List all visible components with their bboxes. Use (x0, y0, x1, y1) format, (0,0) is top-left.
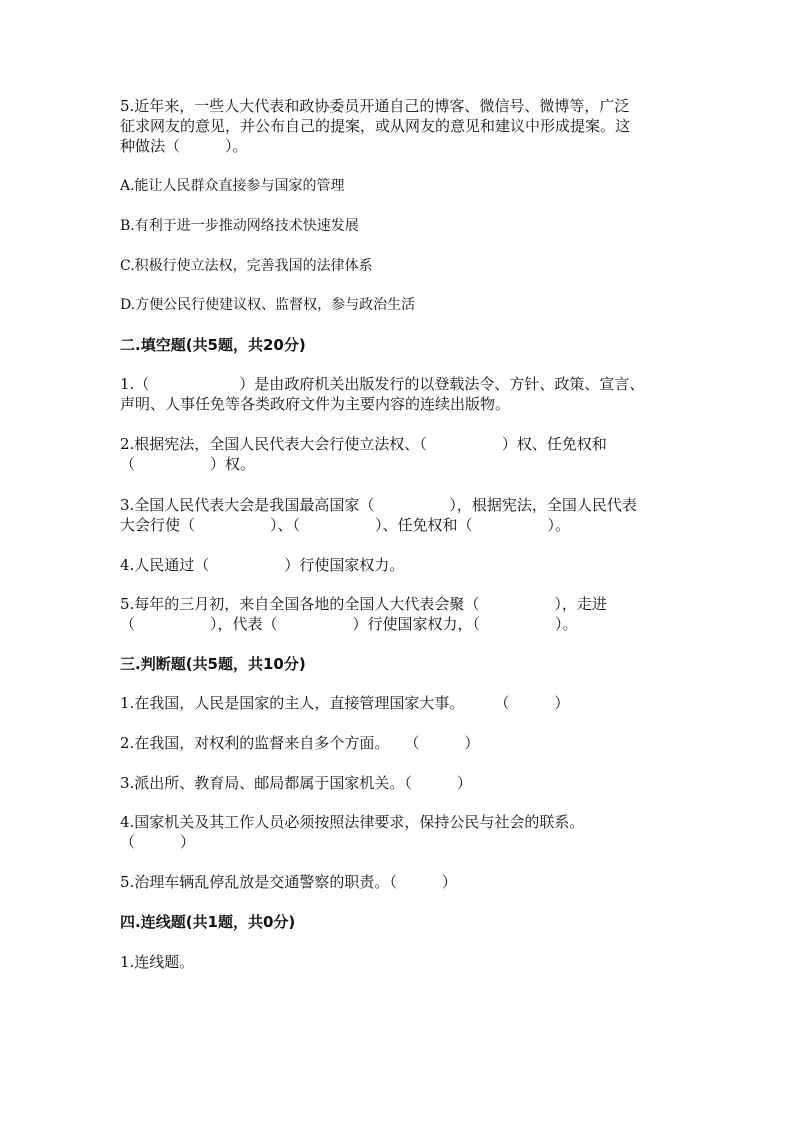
matching-q1: 1.连线题。 (120, 953, 195, 971)
fill-q1-line-2: 声明、人事任免等各类政府文件为主要内容的连续出版物。 (120, 395, 511, 413)
fill-q2-line-1: 2.根据宪法，全国人民代表大会行使立法权、（ ）权、任免权和 (120, 435, 607, 453)
judge-q3: 3.派出所、教育局、邮局都属于国家机关。（ ） (120, 774, 472, 792)
section-3-title: 三.判断题(共5题，共10分) (120, 655, 306, 673)
question-5-multiple-choice (120, 96, 680, 156)
section-4-title: 四.连线题(共1题，共0分) (120, 913, 296, 931)
fill-q5-line-2: （ ），代表（ ）行使国家权力，（ ）。 (120, 615, 578, 633)
judge-q5: 5.治理车辆乱停乱放是交通警察的职责。（ ） (120, 873, 457, 891)
fill-q2-line-2: （ ）权。 (120, 455, 256, 473)
question-5-stem-line-2: 征求网友的意见，并公布自己的提案，或从网友的意见和建议中形成提案。这 (120, 117, 631, 135)
fill-q3-line-2: 大会行使（ ）、（ ）、任免权和（ ）。 (120, 516, 571, 534)
question-5-stem-line-1: 5.近年来，一些人大代表和政协委员开通自己的博客、微信号、微博等，广泛 (120, 97, 630, 115)
option-d: D.方便公民行使建议权、监督权，参与政治生活 (120, 297, 416, 313)
section-2-title: 二.填空题(共5题，共20分) (120, 336, 306, 354)
option-a: A.能让人民群众直接参与国家的管理 (120, 178, 345, 194)
fill-question-4 (120, 555, 680, 575)
judge-q4-line-2: （ ） (120, 833, 196, 851)
option-b: B.有利于进一步推动网络技术快速发展 (120, 218, 359, 234)
judge-q1: 1.在我国，人民是国家的主人，直接管理国家大事。 （ ） (120, 694, 570, 712)
fill-question-2 (120, 434, 680, 474)
fill-q4: 4.人民通过（ ）行使国家权力。 (120, 556, 405, 574)
judge-q4-line-1: 4.国家机关及其工作人员必须按照法律要求，保持公民与社会的联系。 (120, 813, 585, 831)
fill-q5-line-1: 5.每年的三月初，来自全国各地的全国人大代表会聚（ ），走进 (120, 595, 607, 613)
judge-question-4 (120, 812, 680, 852)
fill-question-3 (120, 495, 680, 535)
question-5-stem-line-3: 种做法（ ）。 (120, 137, 248, 155)
option-c: C.积极行使立法权，完善我国的法律体系 (120, 258, 373, 274)
fill-question-1 (120, 374, 680, 414)
fill-question-5 (120, 594, 680, 634)
judge-q2: 2.在我国，对权利的监督来自多个方面。 （ ） (120, 734, 480, 752)
fill-q1-line-1: 1.（ ）是由政府机关出版发行的以登载法令、方针、政策、宣言、 (120, 375, 645, 393)
fill-q3-line-1: 3.全国人民代表大会是我国最高国家（ ），根据宪法，全国人民代表 (120, 496, 637, 514)
